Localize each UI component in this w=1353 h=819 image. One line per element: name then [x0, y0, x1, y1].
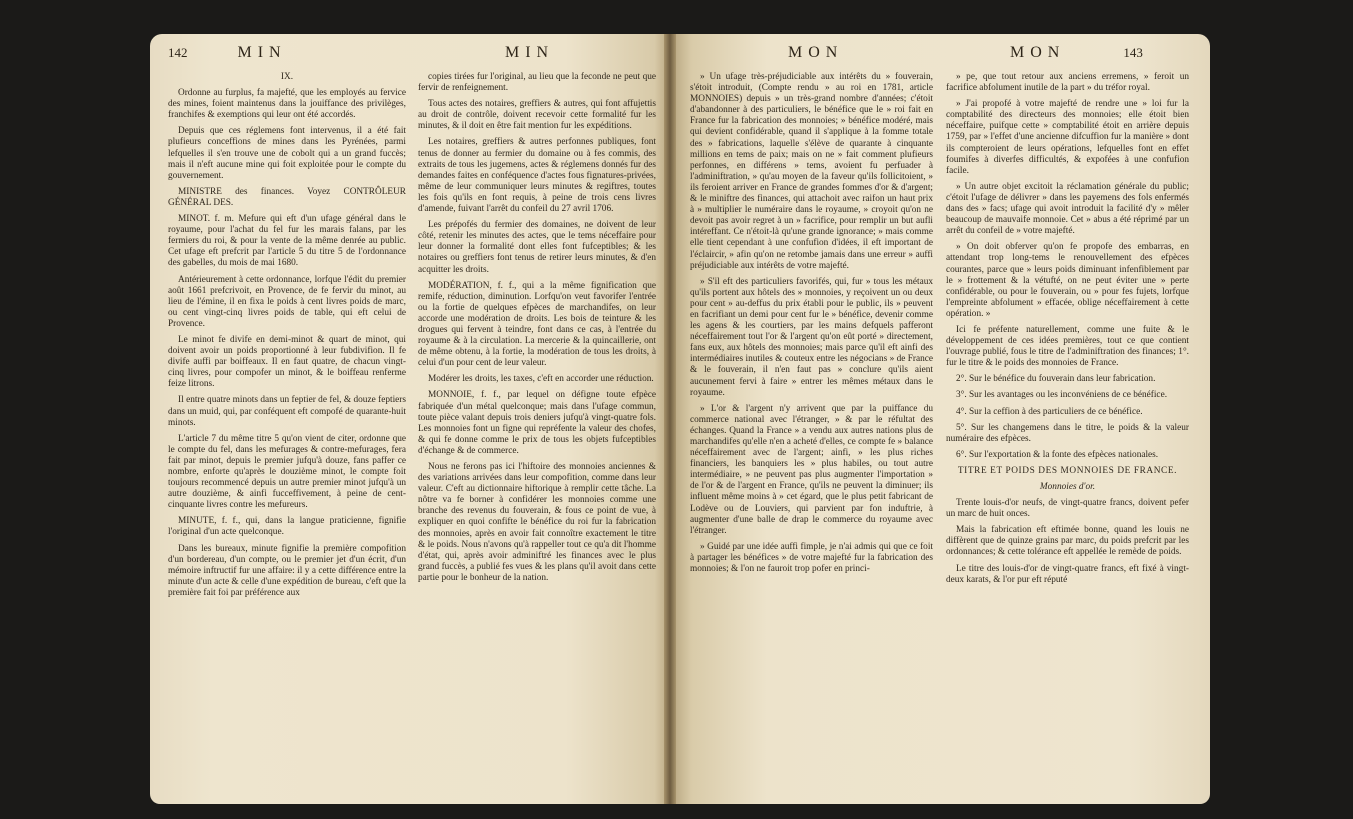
right-page-header-right	[1010, 44, 1143, 62]
paragraph: » S'il eft des particuliers favorifés, qui, fur » tous les métaux qu'ils portent aux hôtels des » monnoies, y reçoivent un ou deux pour cent » au-deffus du prix établi pour le public, ils » peuvent en facrifiant un demi pour cent fur le » bénéfice, devenir comme les agens & les courtiers, par les mains defquels pafferont néceffairement tout l'or & l'argent qu'on eût porté » directement, fans eux, aux hôtels des monnoies; mais parce qu'il eft ainfi des intermédiaires inutiles & couteux entre les négocians » de France & le fouverain, il n'en faut pas » conclure qu'ils aient aucunement fervi à faire » entrer les mêmes métaux dans le royaume.	[690, 276, 933, 398]
paragraph: Modérer les droits, les taxes, c'eft en accorder une réduction.	[428, 374, 654, 385]
paragraph: Trente louis-d'or neufs, de vingt-quatre francs, doivent pefer un marc de huit onces.	[946, 498, 1189, 520]
paragraph: » Un ufage très-préjudiciable aux intérêts du » fouverain, s'étoit introduit, (Compte rendu » au roi en 1781, article MONNOIES) depuis » un très-grand nombre d'années; c'étoit d'abandonner à des particuliers, le bénéfice que le » roi fait en France fur la fabrication des monnoies; » bénéfice modéré, mais qui devient confidérable, quand il s'applique à la fomme totale des » fabrications, laquelle s'élève de quarante à cinquante millions en tems de paix; mais on ne » fait comment plufieurs perfonnes, en différens » tems, avoient fu perfuader à l'adminiftration, » qu'au moyen de la faveur qu'ils follicitoient, » ils feroient arriver en France de grandes fommes d'or & d'argent; & le miniftre des finances, qui attachoit avec raifon un haut prix à » multiplier le numéraire dans le royaume, » croyoit qu'on ne devoit pas avoir regret à un » facrifice, pour remplir un but aufli intéreffant. Ce n'étoit-là qu'une grande ignorance; » mais comme elle tient cependant à une confufion d'idées, il eft important de l'éclaircir, » afin qu'on ne retombe jamais dans une erreur » auffi préjudiciable aux intérêts de votre majefté.	[690, 72, 933, 271]
running-head: MIN	[505, 44, 555, 61]
paragraph: Ici fe préfente naturellement, comme une fuite & le développement de ces idées premières, tout ce que contient l'ouvrage publié, fous le titre de l'adminiftration des finances; 1°. fur le titre & le poids des monnoies de France.	[946, 324, 1189, 369]
page-number: 142	[168, 45, 188, 60]
running-head: MIN	[237, 44, 287, 61]
running-head: MON	[788, 44, 844, 61]
paragraph: » Guidé par une idée auffi fimple, je n'ai admis qui que ce foit à partager les bénéfices » de votre majefté fur la fabrication des monnoies; & l'on ne fauroit trop pofer en princi-	[690, 541, 933, 575]
page-number: 143	[1123, 45, 1143, 60]
paragraph: Tous actes des notaires, greffiers & autres, qui font affujettis au droit de contrôle, doivent recevoir cette formalité fur les minutes, & il doit en être fait mention fur les expéditions.	[418, 99, 656, 132]
paragraph: Mais la fabrication eft eftimée bonne, quand les louis ne diffèrent que de quinze grains par marc, du poids prefcrit par les ordonnances; & cette tolérance eft appellée le remède de poids.	[946, 525, 1189, 558]
paragraph: MINISTRE des finances. Voyez CONTRÔLEUR GÉNÉRAL DES.	[168, 186, 406, 208]
paragraph: MINUTE, f. f., qui, dans la langue praticienne, fignifie l'original d'un acte quelconque.	[168, 516, 406, 538]
paragraph: Le titre des louis-d'or de vingt-quatre francs, eft fixé à vingt-deux karats, & l'or pur eft réputé	[946, 563, 1189, 585]
left-page-header	[168, 44, 287, 62]
right-page-header	[788, 44, 843, 62]
paragraph: Le minot fe divife en demi-minot & quart de minot, qui doivent avoir un poids proportionné à leur fubdivifion. Il fe divife auffi par boiffeaux. Il en faut quatre, de chacun vingt-cinq livres, pour compofer un minot, & le boiffeau renferme feize litrons.	[168, 334, 406, 390]
paragraph: MONNOIE, f. f., par lequel on défigne toute efpèce fabriquée d'un métal quelconque; mais dans l'ufage commun, toute pièce valant depuis trois deniers jufqu'à vingt-quatre fols. Les monnoies font un figne qui repréfente la valeur des chofes, & qui fe donne comme le prix de tous les objets fufceptibles d'échange & de commerce.	[418, 390, 656, 456]
paragraph: Les prépofés du fermier des domaines, ne doivent de leur côté, retenir les minutes des actes, que le tems néceffaire pour leur donner la formalité dont elles font fufceptibles; & les notaires ou greffiers font tenus de retirer leurs minutes, & d'en acquitter les droits.	[418, 220, 656, 275]
left-page-header-right	[505, 44, 554, 62]
paragraph: Nous ne ferons pas ici l'hiftoire des monnoies anciennes & des variations arrivées dans leur compofition, comme dans leur valeur. C'eft au dictionnaire hiftorique à remplir cette tâche. La nôtre va fe borner à confidérer les monnoies comme une branche des revenus du fouverain, & fous ce point de vue, à expliquer en quoi confifte le bénéfice du roi fur la fabrication des monnoies, après en avoir fait connoître exactement le titre & le poids. Nous n'avons qu'à rappeller tout ce qu'a dit l'homme d'état, qui, après avoir adminiftré les finances avec le plus grand fuccès, a publié fes vues & les plans qu'il avoit dans cette partie pour le bonheur de la nation.	[418, 462, 656, 583]
paragraph: » pe, que tout retour aux anciens erremens, » feroit un facrifice abfolument inutile de la part » du tréfor royal.	[946, 72, 1189, 94]
left-page-column-2	[418, 72, 656, 589]
paragraph: Depuis que ces réglemens font intervenus, il a été fait plufieurs conceffions de mines dans les Pyrénées, parmi lefquelles il s'en trouve une de cobolt qui a un grand fuccès; mais il n'eft aucune mine qui foit exploitée pour le compte du gouvernement.	[168, 126, 406, 181]
paragraph: » J'ai propofé à votre majefté de rendre une » loi fur la comptabilité des directeurs des monnoies; elle étoit bien néceffaire, puifque cette » comptabilité étoit en arrière depuis 1759, par » l'effet d'une ancienne difcuffion fur la manière » dont ils compteroient de leurs opérations, lefquelles font en effet foumifes à diverfes difficultés, & expofées à une confufion facile.	[946, 99, 1189, 176]
paragraph: 2°. Sur le bénéfice du fouverain dans leur fabrication.	[956, 374, 1156, 385]
paragraph: Les notaires, greffiers & autres perfonnes publiques, font tenus de donner au fermier du domaine ou à fes commis, des extraits de tous les jugemens, actes & réglemens donnés fur des demandes faites en conféquence d'actes fous fignatures-privées, même de leur communiquer leurs minutes & regiftres, toutes les fois qu'ils en font requis, à peine de trois cens livres d'amende, fuivant l'arrêt du confeil du 27 avril 1706.	[418, 137, 656, 215]
paragraph: Il entre quatre minots dans un feptier de fel, & douze feptiers dans un muid, qui, par conféquent eft compofé de quarante-huit minots.	[168, 395, 406, 428]
book-gutter	[664, 34, 676, 804]
paragraph: MODÉRATION, f. f., qui a la même fignification que remife, réduction, diminution. Lorfqu'on veut favorifer l'entrée ou la fortie de quelques efpèces de marchandifes, on leur accorde une modération de droits. Les bois de teinture & les drogues qui fervent à teindre, font dans ce cas, à l'entrée du royaume & à la circulation. La mercerie & la quincaillerie, ont de même obtenu, à la fortie, la modération de tous les droits, à celui d'un pour cent de leur valeur.	[418, 280, 656, 369]
paragraph: » On doit obferver qu'on fe propofe des embarras, en attendant trop long-tems le renouvellement des efpèces courantes, parce que » leurs poids diminuant infenfiblement par le » frottement & la vétufté, on ne peut éviter une » perte confidérable, ou pour le fouverain, ou » pour fes fujets, lorfque l'empreinte abfolument » effacée, oblige néceffairement à cette opération. »	[946, 242, 1189, 319]
paragraph: » L'or & l'argent n'y arrivent que par la puiffance du commerce national avec l'étranger, » & par le réfultat des échanges. Quand la France » a vendu aux autres nations plus de marchandifes qu'elle n'en a acheté d'elles, ce compte fe » balance néceffairement avec de l'argent; ainfi, » les plus riches financiers, les banquiers les » plus habiles, ou tout autre intermédiaire, » ne peuvent pas plus augmenter l'importation » de l'or & de l'argent en France, qu'ils ne peuvent la diminuer; ils influent même moins à » cet égard, que le plus petit fabricant de Lodève ou de Louviers, qui parvient par fon induftrie, à augmenter d'une balle de drap le commerce du royaume avec l'étranger.	[690, 403, 933, 536]
right-page-column-1	[690, 72, 933, 580]
right-page-column-2	[946, 72, 1189, 591]
paragraph: 6°. Sur l'exportation & la fonte des efpèces nationales.	[956, 449, 1159, 460]
running-head: MON	[1010, 44, 1066, 61]
paragraph: IX.	[280, 72, 294, 82]
paragraph: Ordonne au furplus, fa majefté, que les employés au fervice des mines, foient maintenus dans la jouiffance des privilèges, franchifes & exemptions qui leur ont été accordés.	[168, 88, 406, 121]
paragraph: MINOT. f. m. Mefure qui eft d'un ufage général dans le royaume, pour l'achat du fel fur les marais falans, par les fermiers du roi, & pour la vente de la même denrée au public. Cet ufage eft prefcrit par l'article 5 du titre 5 de l'ordonnance des gabelles, du mois de mai 1680.	[168, 214, 406, 269]
paragraph: 4°. Sur la ceffion à des particuliers de ce bénéfice.	[956, 406, 1143, 417]
paragraph: Antérieurement à cette ordonnance, lorfque l'édit du premier août 1661 prefcrivoit, en Provence, de fe fervir du minot, au lieu de l'émine, il en fixa le poids à cent livres poids de marc, ou cent vingt-cinq livres poids de table, qui eft celui de Provence.	[168, 274, 406, 329]
paragraph: copies tirées fur l'original, au lieu que la feconde ne peut que fervir de renfeignement.	[418, 72, 656, 94]
paragraph: 5°. Sur les changemens dans le titre, le poids & la valeur numéraire des efpèces.	[946, 422, 1189, 444]
paragraph: 3°. Sur les avantages ou les inconvéniens de ce bénéfice.	[956, 390, 1168, 401]
left-page-column-1	[168, 72, 406, 604]
paragraph: TITRE ET POIDS DES MONNOIES DE FRANCE.	[957, 465, 1178, 476]
paragraph: Dans les bureaux, minute fignifie la première compofition d'un bordereau, d'un compte, ou le premier jet d'un écrit, d'un mémoire inftructif fur une affaire: il y a cette différence entre la minute d'un acte & celle d'une expédition de bureau, c'eft que la première fait foi par préférence aux	[168, 543, 406, 598]
paragraph: L'article 7 du même titre 5 qu'on vient de citer, ordonne que le compte du fel, dans les mefurages & contre-mefurages, fera fait par minot, depuis le premier jufqu'à douze, fans paffer ce nombre, enforte qu'après le douzième minot, le compte foit toujours recommencé depuis un autre premier minot jufqu'à un autre douzième, & ainfi fucceffivement, à peine de cent-cinquante livres contre les mefureurs.	[168, 433, 406, 511]
paragraph: » Un autre objet excitoit la réclamation générale du public; c'étoit l'ufage de délivrer » dans les payemens des fols enfermés dans des » facs; ufage qui avoit introduit la facilité d'y » mêler beaucoup de mauvaife monnoie. Cet » abus a été réprimé par un arrêt du confeil de » votre majefté.	[946, 181, 1189, 237]
paragraph: Monnoies d'or.	[1039, 482, 1096, 492]
